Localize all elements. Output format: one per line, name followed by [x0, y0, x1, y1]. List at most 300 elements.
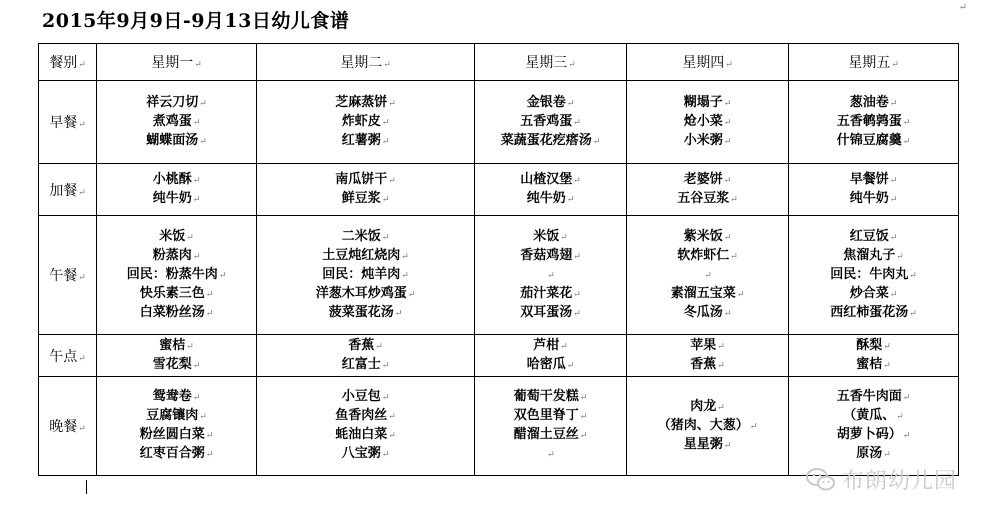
dish-line: [627, 171, 788, 190]
paragraph-mark-icon: ↵: [723, 440, 732, 451]
header-label: 星期三: [525, 55, 568, 71]
paragraph-mark-icon: ↵: [388, 412, 396, 422]
dish-line: [789, 285, 958, 304]
menu-cell: [97, 81, 257, 164]
paragraph-mark-icon: ↵: [218, 270, 227, 281]
header-day-4: [627, 44, 789, 81]
dish-line: [789, 113, 958, 132]
menu-cell: [627, 216, 789, 335]
menu-cell: [257, 164, 475, 216]
menu-cell: [97, 377, 257, 476]
dish-name: 金银卷: [526, 94, 566, 110]
paragraph-mark-icon: ↵: [891, 60, 899, 70]
paragraph-mark-icon: ↵: [407, 289, 416, 300]
paragraph-mark-icon: ↵: [723, 175, 732, 186]
dish-name: 豆腐镶肉: [146, 408, 199, 423]
menu-cell: [627, 164, 789, 216]
dish-line: [627, 228, 788, 247]
dish-name: 醋溜土豆丝: [513, 427, 579, 442]
dish-line: [475, 190, 626, 209]
dish-name: （黄瓜、: [843, 408, 896, 423]
paragraph-mark-icon: ↵: [579, 393, 588, 403]
menu-cell: [97, 216, 257, 335]
meal-type-cell: [39, 81, 97, 164]
paragraph-mark-icon: ↵: [889, 175, 898, 186]
paragraph-mark-icon: ↵: [889, 232, 898, 243]
dish-name: 五香牛肉面: [836, 389, 902, 404]
dish-line: [97, 356, 256, 375]
menu-cell: [627, 335, 789, 377]
table-row: [39, 164, 959, 216]
dish-line: [789, 94, 958, 113]
menu-cell: [789, 164, 959, 216]
dish-name: 香蕉: [348, 337, 375, 353]
paragraph-mark-icon: ↵: [192, 175, 201, 186]
paragraph-mark-icon: ↵: [723, 117, 732, 128]
dish-name: 红富士: [341, 356, 381, 372]
dish-line: [97, 337, 256, 356]
header-label: 餐别: [49, 55, 78, 71]
paragraph-mark-icon: ↵: [199, 412, 207, 422]
dish-name: 回民：炖羊肉: [322, 266, 401, 282]
paragraph-mark-icon: ↵: [78, 60, 86, 70]
dish-name: 冬瓜汤: [683, 304, 723, 320]
dish-name: 蜜桔: [159, 337, 186, 353]
paragraph-mark-icon: ↵: [889, 98, 898, 109]
dish-line: [97, 247, 256, 266]
meal-type-label: 午点: [49, 348, 78, 365]
wechat-icon: [806, 467, 836, 493]
dish-line: [789, 190, 958, 209]
dish-line: [789, 426, 958, 445]
dish-line: [627, 304, 788, 323]
header-day-3: [475, 44, 627, 81]
paragraph-mark-icon: ↵: [573, 289, 581, 300]
header-day-1: [97, 44, 257, 81]
paragraph-mark-icon: ↵: [566, 360, 575, 371]
table-row: [39, 81, 959, 164]
dish-line: [257, 94, 474, 113]
paragraph-mark-icon: ↵: [78, 187, 86, 198]
paragraph-mark-icon: ↵: [749, 421, 758, 432]
menu-cell: [789, 377, 959, 476]
paragraph-mark-icon: ↵: [579, 431, 588, 441]
meal-type-cell: [39, 164, 97, 216]
paragraph-mark-icon: ↵: [909, 308, 917, 319]
menu-cell: [475, 164, 627, 216]
header-day-2: [257, 44, 475, 81]
header-day-5: [789, 44, 959, 81]
dish-line: [789, 407, 958, 426]
dish-name: 二米饭: [341, 228, 381, 244]
dish-line: [475, 407, 626, 426]
dish-line: [257, 445, 474, 464]
dish-name: 五谷豆浆: [677, 190, 730, 206]
paragraph-mark-icon: ↵: [573, 308, 581, 319]
dish-name: 纯牛奶: [526, 190, 566, 206]
dish-name: 紫米饭: [683, 228, 723, 244]
dish-name: 软炸虾仁: [677, 247, 730, 263]
dish-line: [627, 94, 788, 113]
paragraph-mark-icon: ↵: [383, 60, 391, 70]
dish-name: 炝小菜: [683, 113, 723, 129]
dish-line: [627, 285, 788, 304]
paragraph-mark-icon: ↵: [902, 393, 911, 403]
dish-line: [627, 247, 788, 266]
dish-line: [475, 228, 626, 247]
paragraph-mark-icon: ↵: [566, 194, 575, 205]
menu-cell: [257, 81, 475, 164]
dish-line: [97, 94, 256, 113]
dish-line: [257, 228, 474, 247]
dish-line: [97, 266, 256, 285]
dish-line: [257, 190, 474, 209]
dish-name: 鱼香肉丝: [335, 408, 388, 423]
watermark: [806, 464, 957, 495]
paragraph-mark-icon: ↵: [958, 2, 967, 13]
paragraph-mark-icon: ↵: [883, 360, 891, 371]
dish-name: 茄汁菜花: [520, 285, 573, 301]
paragraph-mark-icon: ↵: [375, 341, 383, 352]
paragraph-mark-icon: ↵: [381, 232, 390, 243]
dish-name: 焦溜丸子: [843, 247, 896, 263]
paragraph-mark-icon: ↵: [194, 60, 202, 70]
paragraph-mark-icon: ↵: [78, 273, 86, 283]
dish-line: [475, 388, 626, 407]
paragraph-mark-icon: ↵: [883, 450, 891, 460]
paragraph-mark-icon: ↵: [186, 232, 194, 243]
dish-name: 芝麻蒸饼: [335, 94, 388, 110]
dish-line: [257, 407, 474, 426]
dish-name: 山楂汉堡: [520, 171, 573, 187]
dish-line: [789, 266, 958, 285]
dish-line: [789, 445, 958, 464]
paragraph-mark-icon: ↵: [717, 341, 725, 352]
dish-name: 蝴蝶面汤: [146, 132, 199, 148]
dish-name: 原汤: [856, 446, 883, 461]
paragraph-mark-icon: ↵: [547, 270, 555, 281]
menu-cell: [789, 81, 959, 164]
dish-line: [257, 113, 474, 132]
table-row: [39, 216, 959, 335]
dish-line: [475, 337, 626, 356]
paragraph-mark-icon: ↵: [717, 360, 725, 371]
dish-line: [475, 445, 626, 464]
dish-line: [627, 417, 788, 436]
menu-cell: [789, 335, 959, 377]
dish-name: 五香鹌鹑蛋: [836, 113, 902, 129]
dish-name: 双色里脊丁: [513, 408, 579, 423]
paragraph-mark-icon: ↵: [401, 251, 409, 262]
dish-name: 酥梨: [856, 337, 883, 353]
paragraph-mark-icon: ↵: [560, 341, 568, 352]
dish-name: 小米粥: [683, 132, 723, 148]
dish-name: 五香鸡蛋: [520, 113, 573, 129]
dish-line: [97, 132, 256, 151]
dish-line: [627, 190, 788, 209]
header-meal-type: [39, 44, 97, 81]
paragraph-mark-icon: ↵: [205, 450, 214, 460]
dish-name: 鸳鸯卷: [152, 389, 192, 404]
paragraph-mark-icon: ↵: [394, 308, 403, 319]
paragraph-mark-icon: ↵: [547, 450, 555, 460]
dish-name: 炒合菜: [849, 285, 889, 301]
dish-line: [789, 132, 958, 151]
dish-line: [789, 356, 958, 375]
dish-name: 老婆饼: [683, 171, 723, 187]
paragraph-mark-icon: ↵: [381, 450, 390, 460]
dish-name: 糊塌子: [683, 94, 723, 110]
dish-line: [257, 426, 474, 445]
menu-table: [38, 43, 959, 476]
paragraph-mark-icon: ↵: [909, 270, 917, 281]
dish-name: 菜蔬蛋花疙瘩汤: [500, 132, 592, 148]
paragraph-mark-icon: ↵: [730, 251, 738, 262]
dish-name: 洋葱木耳炒鸡蛋: [315, 285, 407, 301]
dish-name: 回民：牛肉丸: [830, 266, 909, 282]
dish-line: [475, 304, 626, 323]
dish-line: [257, 171, 474, 190]
menu-cell: [97, 164, 257, 216]
dish-name: 雪花梨: [152, 356, 192, 372]
paragraph-mark-icon: ↵: [723, 308, 732, 319]
paragraph-mark-icon: ↵: [725, 60, 733, 70]
dish-name: 肉龙: [690, 398, 717, 414]
dish-line: [97, 171, 256, 190]
header-label: 星期五: [848, 55, 891, 71]
dish-line: [627, 398, 788, 417]
dish-line: [257, 247, 474, 266]
paragraph-mark-icon: ↵: [704, 270, 712, 281]
paragraph-mark-icon: ↵: [186, 341, 194, 352]
paragraph-mark-icon: ↵: [573, 251, 581, 262]
dish-line: [97, 304, 256, 323]
paragraph-mark-icon: ↵: [896, 251, 904, 262]
paragraph-mark-icon: ↵: [566, 98, 575, 109]
dish-name: 土豆炖红烧肉: [322, 247, 401, 263]
paragraph-mark-icon: ↵: [573, 117, 581, 128]
paragraph-mark-icon: ↵: [381, 117, 390, 128]
paragraph-mark-icon: ↵: [192, 360, 201, 371]
dish-line: [627, 436, 788, 455]
dish-line: [475, 132, 626, 151]
paragraph-mark-icon: ↵: [205, 308, 214, 319]
dish-name: 香菇鸡翅: [520, 247, 573, 263]
dish-name: 煮鸡蛋: [152, 113, 192, 129]
dish-line: [475, 113, 626, 132]
paragraph-mark-icon: ↵: [381, 360, 390, 371]
paragraph-mark-icon: ↵: [896, 412, 904, 422]
paragraph-mark-icon: ↵: [199, 136, 207, 147]
dish-name: 葱油卷: [849, 94, 889, 110]
dish-line: [97, 113, 256, 132]
dish-line: [97, 407, 256, 426]
menu-cell: [627, 377, 789, 476]
dish-name: 双耳蛋汤: [520, 304, 573, 320]
dish-name: 西红柿蛋花汤: [830, 304, 909, 320]
paragraph-mark-icon: ↵: [568, 60, 576, 70]
dish-line: [475, 171, 626, 190]
dish-line: [475, 356, 626, 375]
dish-line: [627, 132, 788, 151]
dish-line: [97, 228, 256, 247]
dish-name: 纯牛奶: [152, 190, 192, 206]
paragraph-mark-icon: ↵: [902, 136, 911, 147]
dish-name: 快乐素三色: [139, 285, 205, 301]
dish-line: [257, 388, 474, 407]
header-label: 星期二: [340, 55, 383, 71]
paragraph-mark-icon: ↵: [902, 117, 911, 128]
dish-line: [627, 266, 788, 285]
paragraph-mark-icon: ↵: [883, 341, 891, 352]
paragraph-mark-icon: ↵: [730, 194, 738, 205]
paragraph-mark-icon: ↵: [388, 175, 396, 186]
dish-name: 什锦豆腐羹: [836, 132, 902, 148]
dish-line: [97, 190, 256, 209]
dish-name: 白菜粉丝汤: [139, 304, 205, 320]
menu-cell: [475, 335, 627, 377]
paragraph-mark-icon: ↵: [401, 270, 409, 281]
dish-name: 哈密瓜: [526, 356, 566, 372]
header-label: 星期四: [682, 55, 725, 71]
paragraph-mark-icon: ↵: [723, 136, 732, 147]
paragraph-mark-icon: ↵: [78, 353, 86, 364]
meal-type-cell: [39, 335, 97, 377]
dish-name: 菠菜蛋花汤: [328, 304, 394, 320]
dish-name: 南瓜饼干: [335, 171, 388, 187]
dish-name: 回民：粉蒸牛肉: [126, 266, 218, 282]
dish-line: [257, 337, 474, 356]
paragraph-mark-icon: ↵: [560, 232, 568, 243]
dish-name: 蜜桔: [856, 356, 883, 372]
table-row: [39, 335, 959, 377]
paragraph-mark-icon: ↵: [573, 175, 581, 186]
dish-name: （猪肉、大葱）: [657, 417, 749, 433]
dish-name: 粉丝圆白菜: [139, 427, 205, 442]
dish-name: 蚝油白菜: [335, 427, 388, 442]
dish-name: 米饭: [159, 228, 186, 244]
paragraph-mark-icon: ↵: [205, 289, 214, 300]
menu-cell: [475, 216, 627, 335]
page-title: 2015年9月9日-9月13日幼儿食谱: [42, 10, 350, 32]
menu-cell: [257, 377, 475, 476]
dish-name: 早餐饼: [849, 171, 889, 187]
menu-cell: [475, 81, 627, 164]
dish-name: 炸虾皮: [341, 113, 381, 129]
dish-line: [257, 132, 474, 151]
menu-cell: [475, 377, 627, 476]
dish-name: 红薯粥: [341, 132, 381, 148]
menu-cell: [789, 216, 959, 335]
dish-line: [627, 337, 788, 356]
dish-line: [627, 356, 788, 375]
dish-line: [789, 388, 958, 407]
paragraph-mark-icon: ↵: [199, 98, 207, 109]
paragraph-mark-icon: ↵: [889, 289, 898, 300]
paragraph-mark-icon: ↵: [381, 194, 390, 205]
paragraph-mark-icon: ↵: [388, 431, 396, 441]
paragraph-mark-icon: ↵: [192, 251, 201, 262]
dish-name: 纯牛奶: [849, 190, 889, 206]
dish-line: [475, 426, 626, 445]
dish-name: 葡萄干发糕: [513, 389, 579, 404]
paragraph-mark-icon: ↵: [717, 402, 725, 413]
dish-line: [257, 356, 474, 375]
dish-name: 星星粥: [683, 436, 723, 452]
menu-cell: [257, 335, 475, 377]
dish-line: [789, 304, 958, 323]
dish-name: 小桃酥: [152, 171, 192, 187]
table-row: [39, 377, 959, 476]
dish-line: [789, 247, 958, 266]
header-label: 星期一: [151, 55, 194, 71]
paragraph-mark-icon: ↵: [592, 136, 601, 147]
menu-cell: [627, 81, 789, 164]
paragraph-mark-icon: ↵: [192, 194, 201, 205]
dish-name: 香蕉: [690, 356, 717, 372]
paragraph-mark-icon: ↵: [723, 98, 732, 109]
paragraph-mark-icon: ↵: [889, 194, 898, 205]
dish-line: [475, 94, 626, 113]
dish-name: 小豆包: [341, 389, 381, 404]
dish-line: [97, 426, 256, 445]
dish-name: 素溜五宝菜: [670, 285, 736, 301]
paragraph-mark-icon: ↵: [902, 431, 911, 441]
dish-line: [97, 445, 256, 464]
dish-name: 粉蒸肉: [152, 247, 192, 263]
menu-cell: [97, 335, 257, 377]
header-row: [39, 44, 959, 81]
paragraph-mark-icon: ↵: [78, 120, 86, 130]
meal-type-label: 晚餐: [49, 419, 78, 435]
paragraph-mark-icon: ↵: [78, 424, 86, 434]
dish-name: 八宝粥: [341, 446, 381, 461]
paragraph-mark-icon: ↵: [381, 393, 390, 403]
dish-name: 红枣百合粥: [139, 446, 205, 461]
paragraph-mark-icon: ↵: [579, 412, 588, 422]
meal-type-label: 加餐: [49, 182, 78, 199]
meal-type-cell: [39, 216, 97, 335]
paragraph-mark-icon: ↵: [192, 393, 201, 403]
dish-line: [97, 285, 256, 304]
dish-line: [475, 285, 626, 304]
paragraph-mark-icon: ↵: [192, 117, 201, 128]
watermark-text: 布朗幼儿园: [841, 469, 957, 494]
dish-name: 红豆饭: [849, 228, 889, 244]
dish-line: [627, 113, 788, 132]
meal-type-label: 午餐: [49, 268, 78, 284]
paragraph-mark-icon: ↵: [205, 431, 214, 441]
dish-line: [789, 337, 958, 356]
dish-name: 米饭: [533, 228, 560, 244]
dish-line: [257, 266, 474, 285]
dish-line: [789, 171, 958, 190]
paragraph-mark-icon: ↵: [723, 232, 732, 243]
dish-line: [97, 388, 256, 407]
paragraph-mark-icon: ↵: [381, 136, 390, 147]
dish-name: 祥云刀切: [146, 94, 199, 110]
menu-cell: [257, 216, 475, 335]
dish-line: [257, 285, 474, 304]
dish-line: [475, 266, 626, 285]
paragraph-mark-icon: ↵: [388, 98, 396, 109]
dish-line: [257, 304, 474, 323]
paragraph-mark-icon: ↵: [736, 289, 745, 300]
dish-name: 芦柑: [533, 337, 560, 353]
dish-name: 苹果: [690, 337, 717, 353]
meal-type-label: 早餐: [49, 115, 78, 131]
dish-name: 鲜豆浆: [341, 190, 381, 206]
